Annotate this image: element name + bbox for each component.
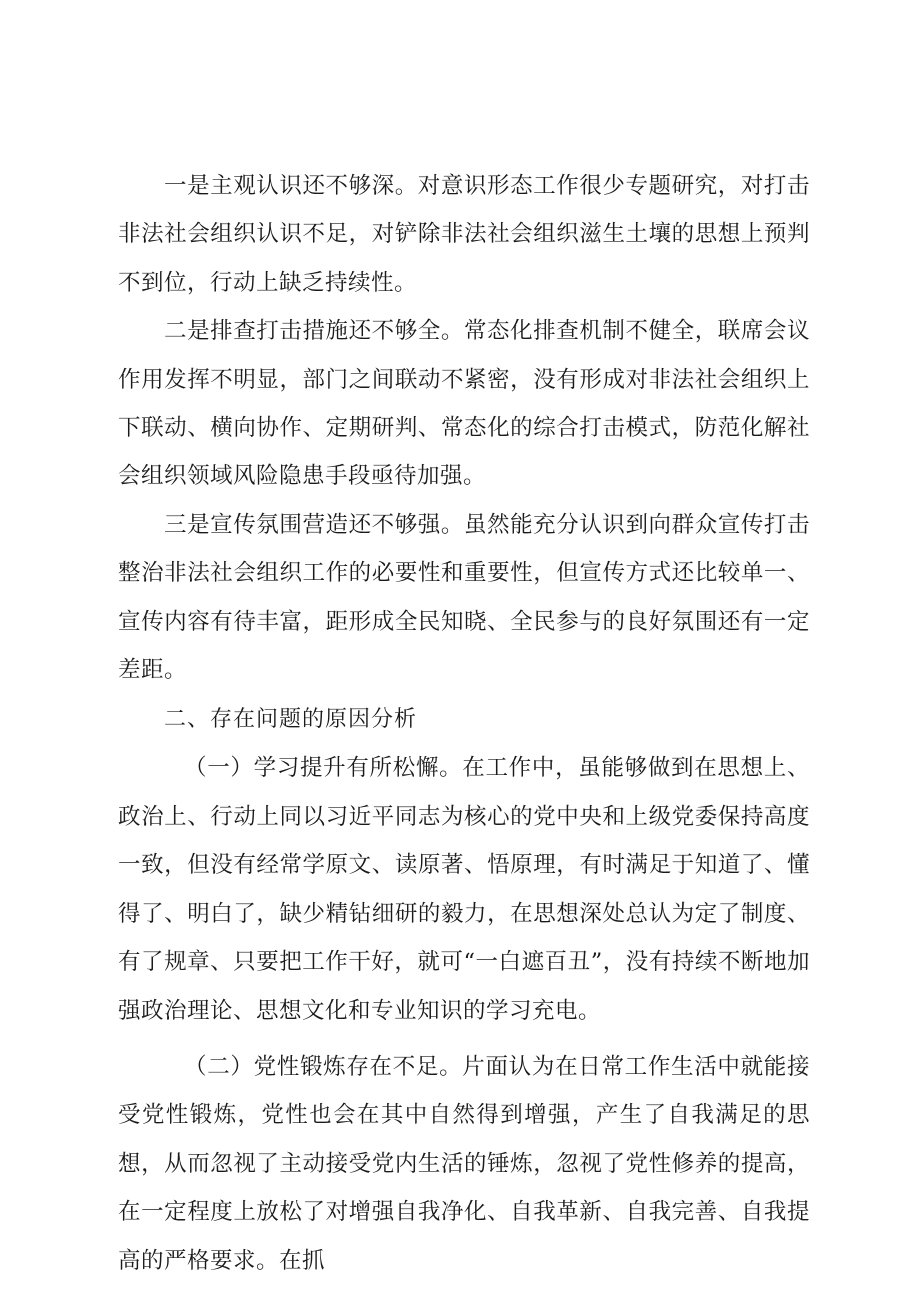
- paragraph-1: 一是主观认识还不够深。对意识形态工作很少专题研究，对打击非法社会组织认识不足，对铲除非法社会组织滋生土壤的思想上预判不到位，行动上缺乏持续性。: [118, 173, 810, 296]
- paragraph-3: 三是宣传氛围营造还不够强。虽然能充分认识到向群众宣传打击整治非法社会组织工作的必要性和重要性，但宣传方式还比较单一、宣传内容有待丰富，距形成全民知晓、全民参与的良好氛围还有一定差距。: [118, 511, 810, 684]
- section-heading: 二、存在问题的原因分析: [164, 707, 418, 733]
- sub-paragraph-1: （一）学习提升有所松懈。在工作中，虽能够做到在思想上、政治上、行动上同以习近平同志为核心的党中央和上级党委保持高度一致，但没有经常学原文、读原著、悟原理，有时满足于知道了、懂得了、明白了，缺少精钻细研的毅力，在思想深处总认为定了制度、有了规章、只要把工作干好，就可“一白遮百丑”，没有持续不断地加强政治理论、思想文化和专业知识的学习充电。: [118, 755, 810, 1024]
- document-body: [118, 162, 810, 1285]
- sub-paragraph-2: （二）党性锻炼存在不足。片面认为在日常工作生活中就能接受党性锻炼，党性也会在其中自然得到增强，产生了自我满足的思想，从而忽视了主动接受党内生活的锤炼，忽视了党性修养的提高，在一定程度上放松了对增强自我净化、自我革新、自我完善、自我提高的严格要求。在抓: [118, 1053, 810, 1274]
- paragraph-2: 二是排查打击措施还不够全。常态化排查机制不健全，联席会议作用发挥不明显，部门之间联动不紧密，没有形成对非法社会组织上下联动、横向协作、定期研判、常态化的综合打击模式，防范化解社会组织领域风险隐患手段亟待加强。: [118, 318, 810, 490]
